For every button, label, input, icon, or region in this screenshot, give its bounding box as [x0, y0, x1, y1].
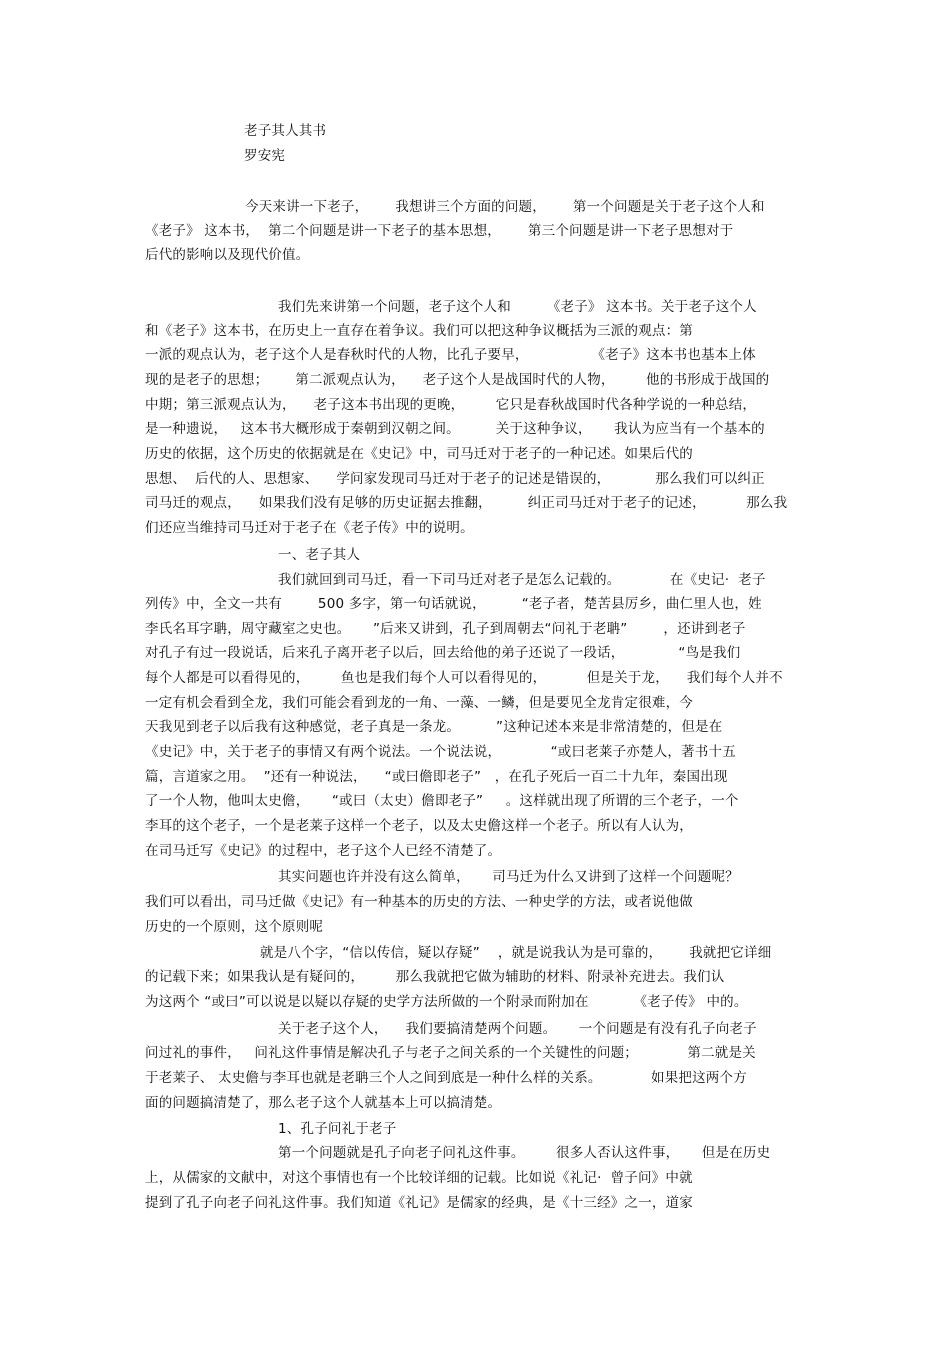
text-line: 是一种遗说， 这本书大概形成于秦朝到汉朝之间。 关于这种争议， 我认为应当有一个基本的: [145, 421, 765, 437]
text-line: 在司马迁写《史记》的过程中，老子这个人已经不清楚了。: [145, 843, 502, 859]
text-line: 问过礼的事件， 问礼这件事情是解决孔子与老子之间关系的一个关键性的问题； 第二就是关: [145, 1045, 756, 1061]
text-line: 我们就回到司马迁，看一下司马迁对老子是怎么记载的。 在《史记· 老子: [278, 572, 766, 588]
text-line: 《老子》 这本书， 第二个问题是讲一下老子的基本思想， 第三个问题是讲一下老子思想对于: [145, 223, 734, 239]
text-line: 李氏名耳字聃，周守藏室之史也。 ”后来又讲到，孔子到周朝去“问礼于老聃” ，还讲到老子: [145, 621, 746, 637]
text-line: 提到了孔子向老子问礼这件事。我们知道《礼记》是儒家的经典，是《十三经》之一，道家: [145, 1195, 693, 1211]
text-line: 历史的依据，这个历史的依据就是在《史记》中，司马迁对于老子的一种记述。如果后代的: [145, 446, 693, 462]
text-line: 其实问题也许并没有这么简单， 司马迁为什么又讲到了这样一个问题呢？: [278, 869, 739, 885]
text-line: 天我见到老子以后我有这种感觉，老子真是一条龙。 ”这种记述本来是非常清楚的，但是在: [145, 719, 723, 735]
text-line: 每个人都是可以看得见的， 鱼也是我们每个人可以看得见的， 但是关于龙， 我们每个人并不: [145, 670, 783, 686]
text-line: 关于老子这个人， 我们要搞清楚两个问题。 一个问题是有没有孔子向老子: [278, 1021, 757, 1037]
text-line: 李耳的这个老子，一个是老莱子这样一个老子，以及太史儋这样一个老子。所以有人认为，: [145, 818, 693, 834]
text-line: 于老莱子、 太史儋与李耳也就是老聃三个人之间到底是一种什么样的关系。 如果把这两个方: [145, 1070, 747, 1086]
text-line: 了一个人物，他叫太史儋， “或曰（太史）儋即老子” 。这样就出现了所谓的三个老子，一个: [145, 793, 739, 809]
text-line: 现的是老子的思想； 第二派观点认为， 老子这个人是战国时代的人物， 他的书形成于战国的: [145, 372, 770, 388]
text-line: 面的问题搞清楚了，那么老子这个人就基本上可以搞清楚。: [145, 1095, 502, 1111]
text-line: 列传》中，全文一共有 500 多字，第一句话就说， “老子者，楚苦县厉乡，曲仁里人也，姓: [145, 596, 762, 612]
document-title: 老子其人其书: [244, 123, 327, 139]
text-line: 篇，言道家之用。 ”还有一种说法， “或曰儋即老子” ，在孔子死后一百二十九年，秦国出现: [145, 769, 728, 785]
text-line: 为这两个 “或曰”可以说是以疑以存疑的史学方法所做的一个附录而附加在 《老子传》 中的。: [145, 994, 748, 1010]
text-line: 后代的影响以及现代价值。: [145, 247, 310, 263]
subsection-heading: 1、孔子问礼于老子: [278, 1121, 397, 1137]
text-line: 中期；第三派观点认为， 老子这本书出现的更晚， 它只是春秋战国时代各种学说的一种总结，: [145, 397, 757, 413]
text-line: 第一个问题就是孔子向老子问礼这件事。 很多人否认这件事， 但是在历史: [278, 1145, 771, 1161]
text-line: 一派的观点认为，老子这个人是春秋时代的人物，比孔子要早， 《老子》这本书也基本上体: [145, 347, 756, 363]
text-line: 和《老子》这本书，在历史上一直存在着争议。我们可以把这种争议概括为三派的观点：第: [145, 323, 693, 339]
text-line: 思想、 后代的人、思想家、 学问家发现司马迁对于老子的记述是错误的， 那么我们可以纠正: [145, 471, 765, 487]
text-line: 我们可以看出，司马迁做《史记》有一种基本的历史的方法、一种史学的方法，或者说他做: [145, 894, 693, 910]
section-heading: 一、老子其人: [278, 547, 361, 563]
text-line: 们还应当维持司马迁对于老子在《老子传》中的说明。: [145, 520, 474, 536]
text-line: 就是八个字，“信以传信，疑以存疑” ，就是说我认为是可靠的， 我就把它详细: [260, 945, 772, 961]
text-line: 对孔子有过一段说话，后来孔子离开老子以后，回去给他的弟子还说了一段话， “鸟是我们: [145, 645, 741, 661]
text-line: 我们先来讲第一个问题，老子这个人和 《老子》 这本书。关于老子这个人: [278, 299, 757, 315]
text-line: 上，从儒家的文献中，对这个事情也有一个比较详细的记载。比如说《礼记· 曾子问》中就: [145, 1170, 693, 1186]
text-line: 历史的一个原则，这个原则呢: [145, 919, 324, 935]
text-line: 《史记》中，关于老子的事情又有两个说法。一个说法说， “或曰老莱子亦楚人，著书十五: [145, 744, 736, 760]
text-line: 的记载下来；如果我认是有疑问的， 那么我就把它做为辅助的材料、附录补充进去。我们认: [145, 969, 725, 985]
document-author: 罗安宪: [244, 148, 286, 164]
text-line: 今天来讲一下老子， 我想讲三个方面的问题， 第一个问题是关于老子这个人和: [245, 199, 765, 215]
text-line: 司马迁的观点， 如果我们没有足够的历史证据去推翻， 纠正司马迁对于老子的记述， 那么我: [145, 495, 788, 511]
text-line: 一定有机会看到全龙，我们可能会看到龙的一角、一藻、一鳞，但是要见全龙肯定很难，今: [145, 695, 693, 711]
